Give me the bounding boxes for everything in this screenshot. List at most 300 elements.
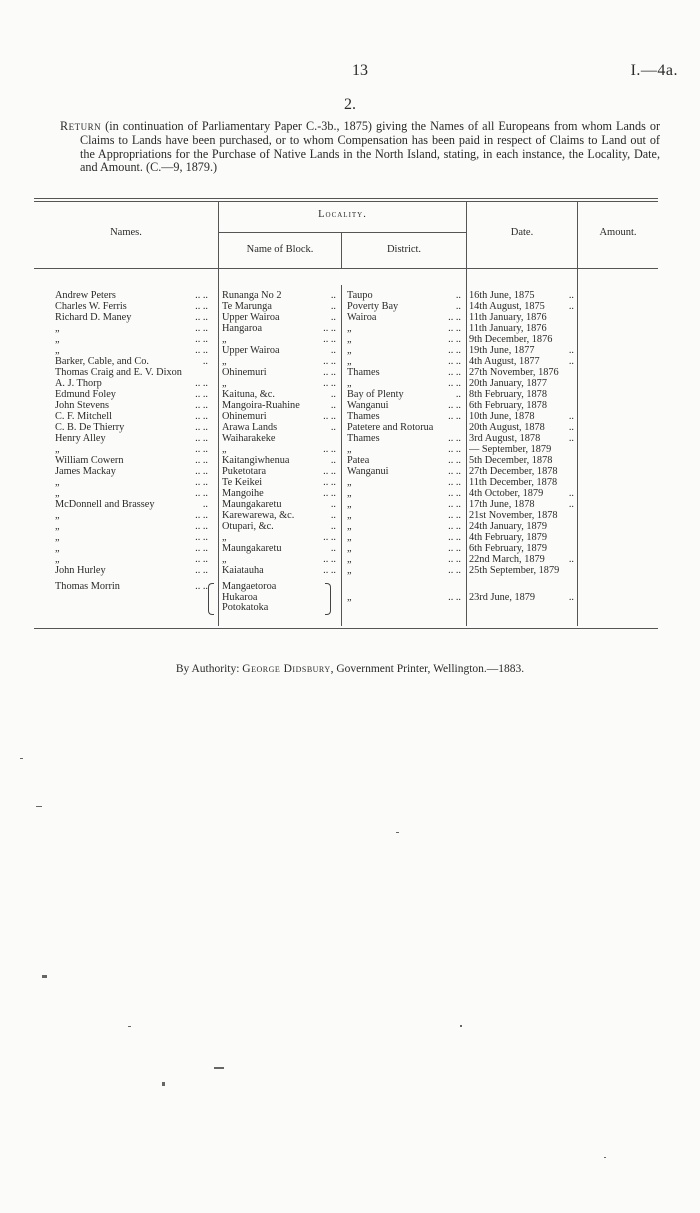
district-text: „ (347, 345, 352, 356)
cell-district (347, 378, 465, 389)
block-leader: .. .. (323, 411, 336, 422)
district-leader: .. .. (448, 532, 461, 543)
cell-district (347, 334, 465, 345)
cell-district (347, 323, 465, 334)
cell-district (347, 433, 465, 444)
name-text: Barker, Cable, and Co. (55, 356, 149, 367)
table-row (0, 389, 700, 400)
header-locality: Locality. (318, 209, 367, 220)
scan-speck (128, 1026, 131, 1027)
district-text: Thames (347, 411, 380, 422)
name-text: Richard D. Maney (55, 312, 132, 323)
date-text: 4th August, 1877 (469, 356, 540, 367)
block-leader: .. (330, 510, 336, 521)
name-text: „ (55, 510, 60, 521)
scan-speck (42, 975, 47, 978)
district-leader: .. .. (448, 455, 461, 466)
name-leader: .. .. (195, 433, 208, 444)
cell-district (347, 400, 465, 411)
cell-name (55, 367, 218, 378)
district-text: „ (347, 477, 352, 488)
header-district: District. (386, 244, 422, 255)
name-text: „ (55, 488, 60, 499)
date-text: — September, 1879 (469, 444, 552, 455)
name-leader: .. .. (195, 532, 208, 543)
date-text: 4th October, 1879 (469, 488, 544, 499)
district-text: „ (347, 444, 352, 455)
cell-district (347, 499, 465, 510)
cell-name (55, 356, 218, 367)
cell-district (347, 356, 465, 367)
district-text: Thames (347, 433, 380, 444)
cell-date (469, 389, 576, 400)
name-leader: .. .. (195, 400, 208, 411)
cell-name (55, 411, 218, 422)
name-text: „ (55, 334, 60, 345)
cell-date (469, 592, 576, 603)
table-row (0, 581, 700, 592)
district-leader: .. .. (448, 323, 461, 334)
table-top-rule (34, 198, 658, 199)
date-text: 11th January, 1876 (469, 323, 547, 334)
district-leader: .. .. (448, 356, 461, 367)
block-text: Waiharakeke (222, 433, 276, 444)
cell-district (347, 521, 465, 532)
name-text: Edmund Foley (55, 389, 116, 400)
date-text: 21st November, 1878 (469, 510, 558, 521)
table-row (0, 592, 700, 603)
block-text: Puketotara (222, 466, 267, 477)
date-leader: .. (568, 499, 574, 510)
cell-date (469, 543, 576, 554)
name-text: „ (55, 532, 60, 543)
district-leader: .. .. (448, 400, 461, 411)
date-text: 27th November, 1876 (469, 367, 559, 378)
name-text: Andrew Peters (55, 290, 116, 301)
block-text: Arawa Lands (222, 422, 278, 433)
locality-underline (218, 232, 466, 233)
date-leader: .. (568, 290, 574, 301)
cell-district (347, 554, 465, 565)
block-text: „ (222, 444, 227, 455)
cell-name (55, 290, 218, 301)
date-leader: .. (568, 345, 574, 356)
table-row (0, 444, 700, 455)
block-leader: .. .. (323, 488, 336, 499)
block-text: Upper Wairoa (222, 312, 280, 323)
table-row (0, 378, 700, 389)
district-leader: .. .. (448, 510, 461, 521)
block-text: Kaiatauha (222, 565, 264, 576)
cell-block (222, 411, 340, 422)
table-row (0, 499, 700, 510)
district-text: „ (347, 334, 352, 345)
cell-block (222, 334, 340, 345)
cell-district (347, 389, 465, 400)
block-text: Mangoira-Ruahine (222, 400, 300, 411)
cell-name (55, 510, 218, 521)
district-text: „ (347, 510, 352, 521)
district-text: Bay of Plenty (347, 389, 404, 400)
district-leader: .. .. (448, 488, 461, 499)
date-text: 5th December, 1878 (469, 455, 553, 466)
cell-district (347, 411, 465, 422)
cell-date (469, 433, 576, 444)
cell-block (222, 444, 340, 455)
block-text: Ohinemuri (222, 367, 267, 378)
page-number: 13 (352, 62, 368, 79)
header-names: Names. (110, 227, 142, 238)
name-leader: .. .. (195, 312, 208, 323)
table-row (0, 521, 700, 532)
printer-name: George Didsbury (242, 663, 331, 675)
cell-block (222, 400, 340, 411)
district-leader: .. .. (448, 367, 461, 378)
intro-paragraph (60, 120, 660, 175)
header-date: Date. (510, 227, 534, 238)
block-text: „ (222, 378, 227, 389)
name-leader: .. .. (195, 466, 208, 477)
cell-block (222, 477, 340, 488)
name-text: C. B. De Thierry (55, 422, 125, 433)
cell-block (222, 466, 340, 477)
cell-date (469, 510, 576, 521)
cell-name (55, 345, 218, 356)
name-text: „ (55, 543, 60, 554)
table-bottom-rule (34, 628, 658, 629)
district-leader: .. (455, 389, 461, 400)
cell-block (222, 543, 340, 554)
cell-block (222, 312, 340, 323)
district-text: Wairoa (347, 312, 377, 323)
cell-block (222, 455, 340, 466)
cell-block (222, 565, 340, 576)
date-text: 6th February, 1878 (469, 400, 547, 411)
block-leader: .. .. (323, 477, 336, 488)
name-leader: .. .. (195, 290, 208, 301)
cell-block (222, 345, 340, 356)
block-text: „ (222, 356, 227, 367)
district-text: Poverty Bay (347, 301, 399, 312)
block-leader: .. .. (323, 565, 336, 576)
block-text: Maungakaretu (222, 543, 282, 554)
cell-district (347, 455, 465, 466)
name-leader: .. .. (195, 565, 208, 576)
table-row (0, 532, 700, 543)
intro-text: (in continuation of Parliamentary Paper C.-3b., 1875) giving the Names of all Europeans from whom Lands or Claims to Lands have been purchased, or to whom Compensation has been paid in respect of Claims to Land out of the Appropriations for the Purchase of Native Lands in the North Island, stating, in each instance, the Locality, Date, and Amount. (C.—9, 1879.) (80, 119, 660, 175)
header-amount: Amount. (599, 227, 637, 238)
cell-block (222, 499, 340, 510)
block-text: Runanga No 2 (222, 290, 282, 301)
block-leader: .. (330, 345, 336, 356)
date-leader: .. (568, 433, 574, 444)
cell-district (347, 466, 465, 477)
cell-name (55, 389, 218, 400)
name-leader: .. .. (195, 477, 208, 488)
cell-district (347, 510, 465, 521)
table-row (0, 477, 700, 488)
table-row (0, 411, 700, 422)
cell-block (222, 581, 340, 592)
cell-block (222, 554, 340, 565)
block-leader: .. .. (323, 532, 336, 543)
name-text: Charles W. Ferris (55, 301, 127, 312)
cell-name (55, 422, 218, 433)
block-text: Kaituna, &c. (222, 389, 275, 400)
district-leader: .. .. (448, 433, 461, 444)
date-text: 17th June, 1878 (469, 499, 535, 510)
cell-name (55, 565, 218, 576)
block-leader: .. (330, 543, 336, 554)
district-leader: .. .. (448, 543, 461, 554)
table-row (0, 543, 700, 554)
date-text: 4th February, 1879 (469, 532, 547, 543)
block-text: Karewarewa, &c. (222, 510, 295, 521)
cell-name (55, 554, 218, 565)
cell-date (469, 378, 576, 389)
name-text: William Cowern (55, 455, 124, 466)
name-leader: .. .. (195, 334, 208, 345)
district-text: „ (347, 521, 352, 532)
cell-date (469, 290, 576, 301)
cell-name (55, 455, 218, 466)
cell-name (55, 433, 218, 444)
cell-date (469, 411, 576, 422)
block-leader: .. (330, 290, 336, 301)
district-text: Patetere and Rotorua (347, 422, 434, 433)
cell-block (222, 510, 340, 521)
cell-date (469, 334, 576, 345)
district-text: Wanganui (347, 400, 389, 411)
table-row (0, 602, 700, 613)
date-text: 20th January, 1877 (469, 378, 547, 389)
block-text: Mangaetoroa (222, 581, 277, 592)
table-row (0, 301, 700, 312)
name-leader: .. .. (195, 422, 208, 433)
cell-block (222, 532, 340, 543)
cell-block (222, 592, 340, 603)
district-text: „ (347, 565, 352, 576)
cell-district (347, 301, 465, 312)
table-row (0, 334, 700, 345)
block-leader: .. .. (323, 466, 336, 477)
district-text: Thames (347, 367, 380, 378)
scan-speck (460, 1025, 462, 1027)
table-row (0, 554, 700, 565)
cell-district (347, 312, 465, 323)
block-text: Te Marunga (222, 301, 272, 312)
scan-speck (604, 1157, 606, 1158)
name-leader: .. .. (195, 411, 208, 422)
block-bracket-right (325, 583, 331, 615)
district-leader: .. .. (448, 345, 461, 356)
block-text: „ (222, 554, 227, 565)
table-row (0, 488, 700, 499)
name-text: Thomas Craig and E. V. Dixon (55, 367, 182, 378)
block-leader: .. .. (323, 444, 336, 455)
cell-block (222, 323, 340, 334)
district-text: „ (347, 591, 352, 603)
date-text: 27th December, 1878 (469, 466, 558, 477)
cell-block (222, 602, 340, 613)
cell-name (55, 378, 218, 389)
name-text: John Hurley (55, 565, 106, 576)
cell-block (222, 433, 340, 444)
block-leader: .. (330, 312, 336, 323)
name-leader: .. .. (195, 301, 208, 312)
cell-district (347, 565, 465, 576)
district-text: Taupo (347, 290, 373, 301)
intro-lead: Return (60, 119, 102, 133)
block-text: Upper Wairoa (222, 345, 280, 356)
cell-block (222, 422, 340, 433)
name-leader: .. .. (195, 455, 208, 466)
block-leader: .. .. (323, 367, 336, 378)
cell-date (469, 312, 576, 323)
cell-name (55, 323, 218, 334)
block-leader: .. (330, 400, 336, 411)
date-text: 6th February, 1879 (469, 543, 547, 554)
block-text: Kaitangiwhenua (222, 455, 290, 466)
date-text: 3rd August, 1878 (469, 433, 541, 444)
table-row (0, 565, 700, 576)
cell-district (347, 367, 465, 378)
header-block: Name of Block. (246, 244, 314, 255)
cell-date (469, 400, 576, 411)
block-leader: .. (330, 389, 336, 400)
cell-name (55, 400, 218, 411)
name-text: „ (55, 323, 60, 334)
name-text: A. J. Thorp (55, 378, 102, 389)
cell-date (469, 499, 576, 510)
currency-header-row (0, 279, 700, 290)
cell-district (347, 532, 465, 543)
cell-date (469, 444, 576, 455)
scan-speck (162, 1082, 165, 1086)
block-bracket-left (208, 583, 214, 615)
table-row (0, 367, 700, 378)
block-text: Potokatoka (222, 602, 269, 613)
table-row (0, 466, 700, 477)
district-text: „ (347, 543, 352, 554)
date-text: 23rd June, 1879 (469, 591, 536, 603)
document-reference: I.—4a. (630, 62, 678, 79)
table-row (0, 290, 700, 301)
block-text: Te Keikei (222, 477, 263, 488)
district-text: „ (347, 378, 352, 389)
cell-block (222, 488, 340, 499)
cell-date (469, 345, 576, 356)
cell-district (347, 592, 465, 603)
name-leader: .. .. (195, 488, 208, 499)
name-leader: .. .. (195, 378, 208, 389)
block-leader: .. (330, 422, 336, 433)
date-text: 25th September, 1879 (469, 565, 560, 576)
name-text: „ (55, 444, 60, 455)
name-text: C. F. Mitchell (55, 411, 112, 422)
name-text: „ (55, 477, 60, 488)
scan-speck (214, 1067, 224, 1069)
district-text: „ (347, 323, 352, 334)
name-leader: .. .. (195, 510, 208, 521)
date-leader: .. (568, 422, 574, 433)
cell-district (347, 477, 465, 488)
date-leader: .. (568, 301, 574, 312)
cell-date (469, 323, 576, 334)
table-top-rule-2 (34, 201, 658, 202)
table-number: 2. (344, 96, 356, 113)
block-text: Hangaroa (222, 323, 263, 334)
date-text: 11th January, 1876 (469, 312, 547, 323)
cell-district (347, 444, 465, 455)
date-text: 19th June, 1877 (469, 345, 535, 356)
table-row (0, 345, 700, 356)
block-text: „ (222, 334, 227, 345)
name-leader: .. (202, 356, 208, 367)
scan-speck (36, 806, 42, 807)
block-text: Mangoihe (222, 488, 264, 499)
cell-block (222, 378, 340, 389)
cell-district (347, 290, 465, 301)
cell-date (469, 554, 576, 565)
district-leader: .. (455, 301, 461, 312)
cell-name (55, 499, 218, 510)
district-text: „ (347, 356, 352, 367)
date-text: 24th January, 1879 (469, 521, 547, 532)
name-leader: .. .. (195, 554, 208, 565)
date-leader: .. (568, 591, 574, 603)
date-text: 11th December, 1878 (469, 477, 558, 488)
imprint-footer (0, 663, 700, 675)
cell-date (469, 422, 576, 433)
cell-block (222, 521, 340, 532)
imprint-suffix: , Government Printer, Wellington.—1883. (330, 663, 525, 675)
date-text: 10th June, 1878 (469, 411, 535, 422)
name-text: McDonnell and Brassey (55, 499, 155, 510)
cell-date (469, 466, 576, 477)
cell-date (469, 301, 576, 312)
name-leader: .. .. (195, 323, 208, 334)
district-leader: .. .. (448, 334, 461, 345)
table-row (0, 323, 700, 334)
block-leader: .. .. (323, 356, 336, 367)
table-row (0, 356, 700, 367)
scan-speck (396, 832, 399, 833)
cell-block (222, 356, 340, 367)
block-leader: .. .. (323, 334, 336, 345)
table-row (0, 422, 700, 433)
date-text: 9th December, 1876 (469, 334, 553, 345)
name-text: „ (55, 554, 60, 565)
date-leader: .. (568, 554, 574, 565)
name-leader: .. .. (195, 389, 208, 400)
name-text: Thomas Morrin (55, 581, 120, 592)
table-row (0, 433, 700, 444)
cell-name (55, 581, 218, 592)
name-leader: .. .. (195, 543, 208, 554)
name-leader: .. .. (195, 345, 208, 356)
cell-district (347, 488, 465, 499)
cell-block (222, 290, 340, 301)
table-row (0, 312, 700, 323)
date-text: 22nd March, 1879 (469, 554, 545, 565)
district-text: Wanganui (347, 466, 389, 477)
table-row (0, 510, 700, 521)
district-leader: .. .. (448, 411, 461, 422)
imprint-prefix: By Authority: (175, 663, 243, 675)
cell-date (469, 565, 576, 576)
district-text: „ (347, 532, 352, 543)
